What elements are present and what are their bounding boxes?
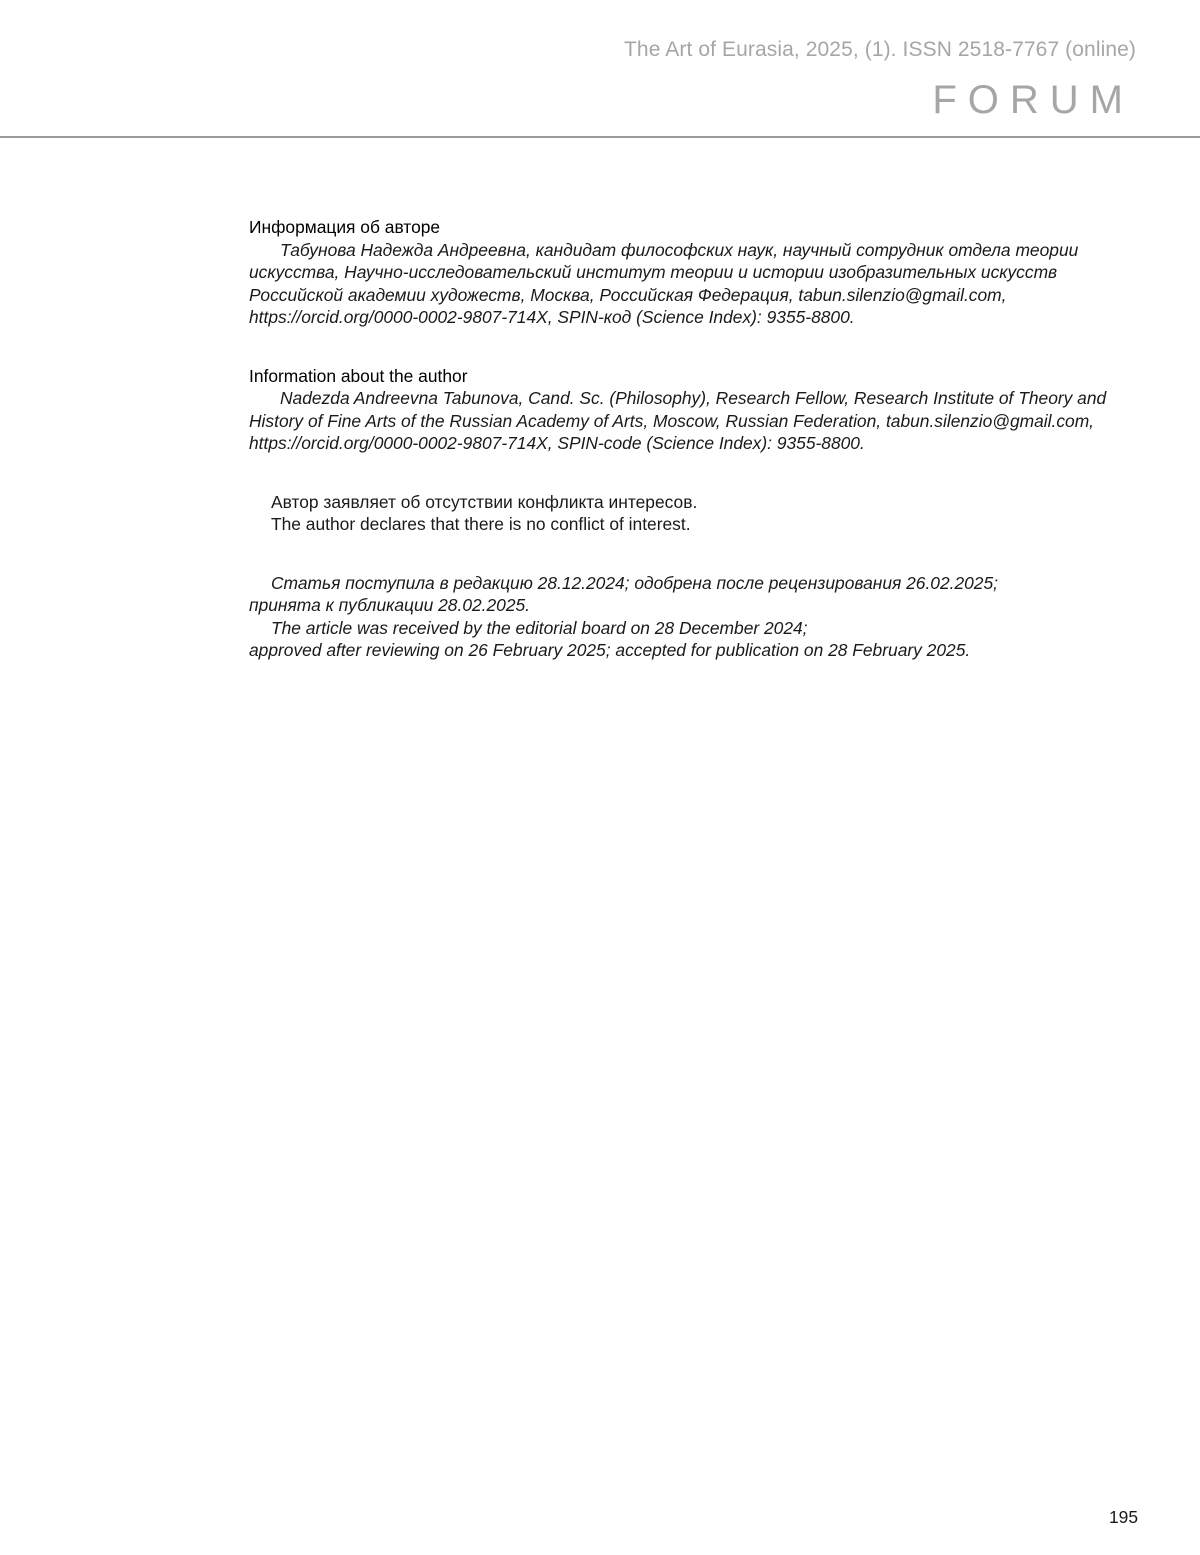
- author-info-ru-text: Табунова Надежда Андреевна, кандидат философских наук, научный сотрудник отдела теории искусства, Научно-исследовательский институт теории и истории изобразительных искусств Российской академии художеств, Москва, Российская Федерация, tabun.silenzio@gmail.com, https://orcid.org/0000-0002-9807-714X, SPIN-код (Science Index): 9355-8800.: [249, 239, 1079, 327]
- author-info-en-text: Nadezda Andreevna Tabunova, Cand. Sc. (Philosophy), Research Fellow, Research Institute of Theory and History of Fine Arts of the Russian Academy of Arts, Moscow, Russian Federation, tabun.silenzio@gmail.com, https://orcid.org/0000-0002-9807-714X, SPIN-code (Science Index): 9355-8800.: [249, 388, 1107, 453]
- section-title: FORUM: [932, 78, 1134, 122]
- author-info-ru: [249, 216, 1149, 329]
- page-number: 195: [1108, 1507, 1138, 1527]
- dates-en-line2: approved after reviewing on 26 February 2025; accepted for publication on 28 February 2025.: [249, 640, 971, 660]
- dates-en-line1: The article was received by the editorial board on 28 December 2024;: [271, 617, 808, 638]
- header-divider: [0, 136, 1200, 138]
- conflict-statements: [249, 491, 1149, 536]
- conflict-statement-en: The author declares that there is no conflict of interest.: [271, 514, 691, 534]
- journal-citation: The Art of Eurasia, 2025, (1). ISSN 2518-7767 (online): [623, 38, 1136, 61]
- dates-ru-line1: Статья поступила в редакцию 28.12.2024; одобрена после рецензирования 26.02.2025;: [271, 572, 998, 593]
- article-dates: [249, 572, 1149, 662]
- conflict-statement-ru: Автор заявляет об отсутствии конфликта интересов.: [271, 491, 698, 512]
- author-info-ru-heading: Информация об авторе: [249, 217, 441, 237]
- page-content: [249, 216, 1149, 662]
- author-info-en-heading: Information about the author: [249, 365, 468, 386]
- dates-ru-line2: принята к публикации 28.02.2025.: [249, 595, 531, 615]
- author-info-en: [249, 365, 1149, 455]
